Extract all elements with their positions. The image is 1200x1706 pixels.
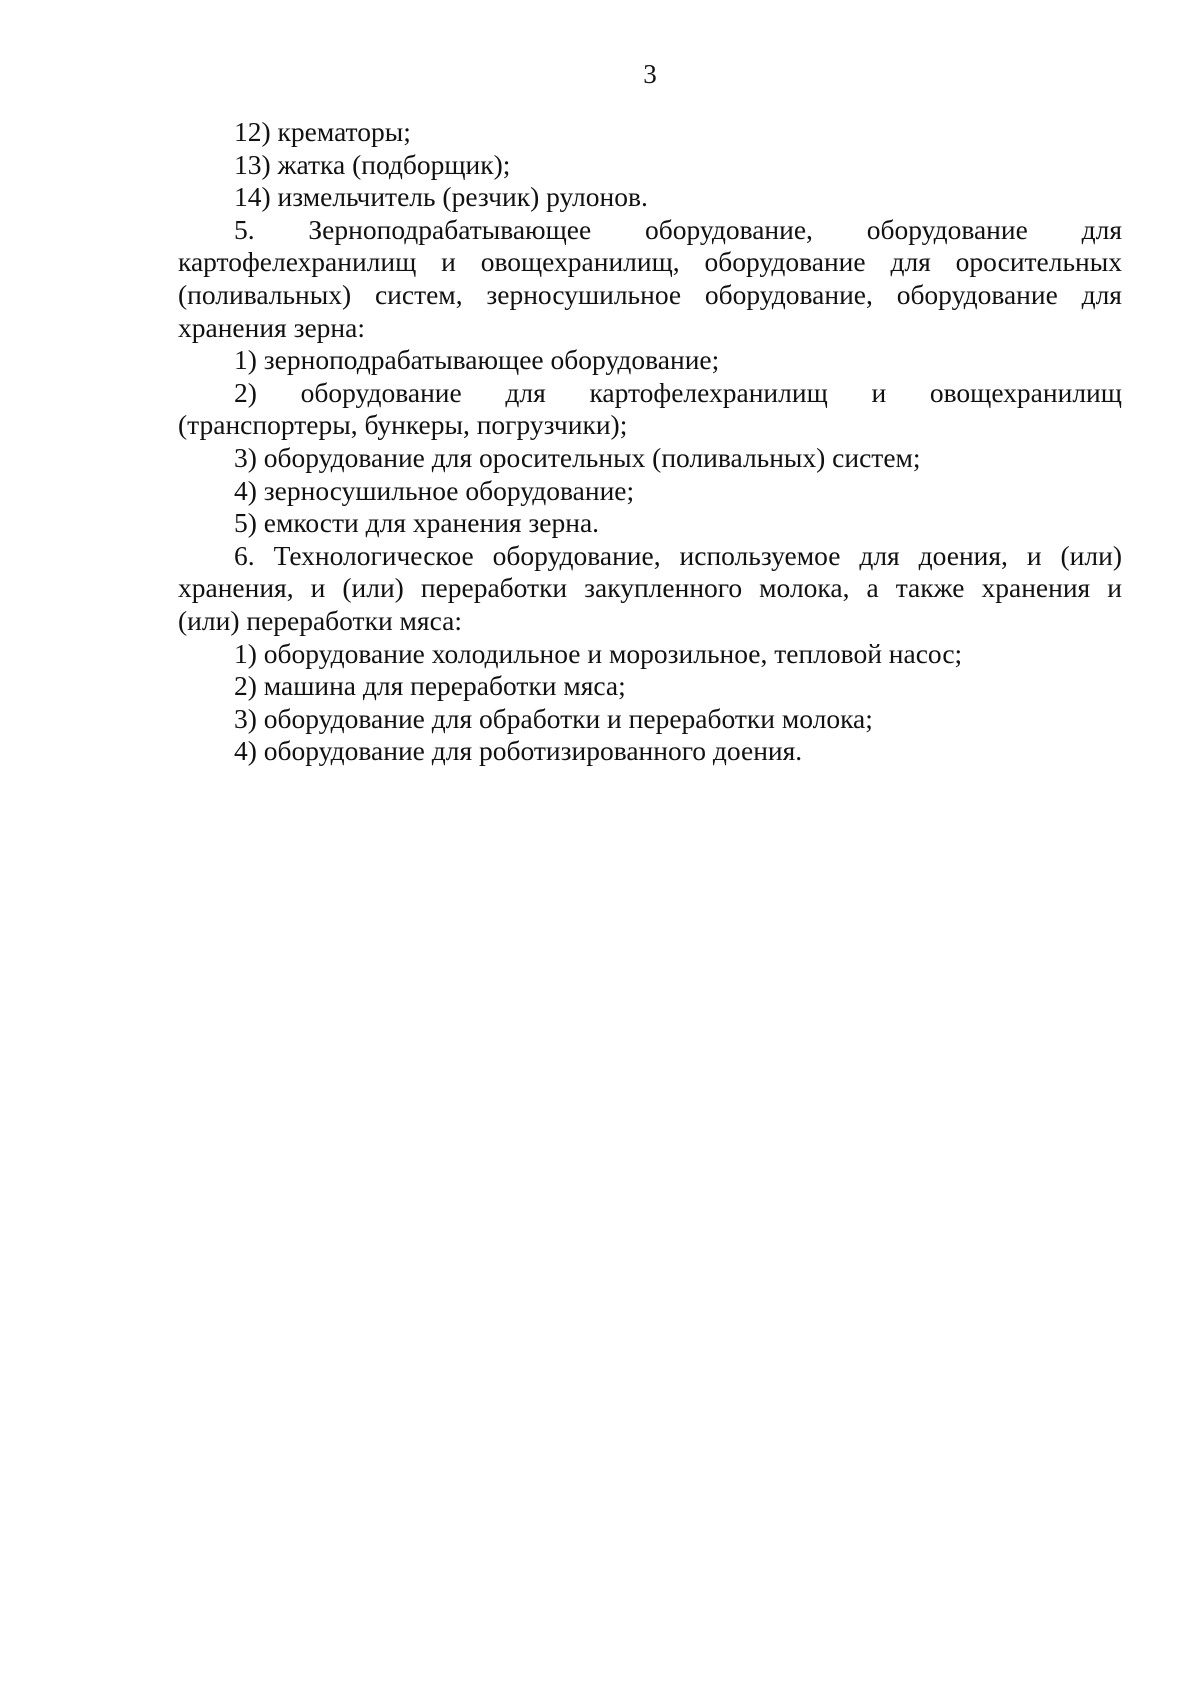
word: картофелехранилищ [178, 246, 417, 278]
word: для [859, 539, 900, 571]
word: также [895, 572, 965, 604]
word: молока, [759, 572, 850, 604]
word: хранения [981, 572, 1091, 604]
section-6-heading-line-3: (или) переработки мяса: [178, 604, 462, 636]
word: систем, [374, 278, 463, 310]
word: овощехранилищ [929, 376, 1122, 408]
word: (или) [1060, 539, 1122, 571]
list-item: 1) зерноподрабатывающее оборудование; [234, 344, 720, 376]
list-item: 3) оборудование для обработки и переработки молока; [234, 702, 873, 734]
word: для [890, 246, 931, 278]
list-item: 12) крематоры; [234, 116, 411, 147]
word: картофелехранилищ [589, 376, 828, 408]
section-5-heading-line-2 [178, 246, 1122, 279]
word: 2) [234, 376, 257, 408]
word: а [866, 572, 879, 604]
word: зерносушильное [486, 278, 682, 310]
word: оборудование [896, 278, 1058, 310]
word: для [505, 376, 546, 408]
word: (поливальных) [178, 278, 352, 310]
word: 5. [234, 213, 255, 245]
document-body [178, 116, 1122, 768]
word: и [1107, 572, 1122, 604]
word: 6. [234, 539, 255, 571]
section-6-heading-line-1 [178, 540, 1122, 573]
word: Зерноподрабатывающее [308, 213, 592, 245]
word: оросительных [955, 246, 1122, 278]
word: доения, [918, 539, 1008, 571]
word: оборудование [704, 246, 866, 278]
word: и [871, 376, 887, 408]
word: для [1081, 278, 1122, 310]
word: оборудование, [704, 278, 873, 310]
list-item: 4) оборудование для роботизированного доения. [234, 735, 803, 767]
list-item [178, 377, 1122, 410]
word: переработки [420, 572, 568, 604]
page-number: 3 [643, 59, 657, 89]
section-5-heading-line-3 [178, 279, 1122, 312]
word: и [1026, 539, 1042, 571]
list-item: 5) емкости для хранения зерна. [234, 507, 600, 539]
list-item: 14) измельчитель (резчик) рулонов. [234, 181, 648, 213]
word: хранения, [178, 572, 294, 604]
word: используемое [679, 539, 841, 571]
list-item: 13) жатка (подборщик); [234, 148, 511, 180]
list-item: 1) оборудование холодильное и морозильное, тепловой насос; [234, 637, 963, 669]
word: (или) [342, 572, 404, 604]
word: и [310, 572, 326, 604]
word: оборудование, [644, 213, 813, 245]
section-5-heading-line-1 [178, 214, 1122, 247]
list-item-continuation: (транспортеры, бункеры, погрузчики); [178, 409, 628, 441]
word: оборудование [866, 213, 1028, 245]
section-6-heading-line-2 [178, 572, 1122, 605]
word: Технологическое [273, 539, 474, 571]
word: для [1081, 213, 1122, 245]
list-item: 4) зерносушильное оборудование; [234, 474, 635, 506]
section-5-heading-line-4: хранения зерна: [178, 311, 365, 343]
word: закупленного [584, 572, 743, 604]
word: оборудование [300, 376, 462, 408]
word: и [441, 246, 456, 278]
word: оборудование, [492, 539, 661, 571]
list-item: 3) оборудование для оросительных (поливальных) систем; [234, 441, 921, 473]
word: овощехранилищ, [480, 246, 680, 278]
list-item: 2) машина для переработки мяса; [234, 670, 626, 702]
